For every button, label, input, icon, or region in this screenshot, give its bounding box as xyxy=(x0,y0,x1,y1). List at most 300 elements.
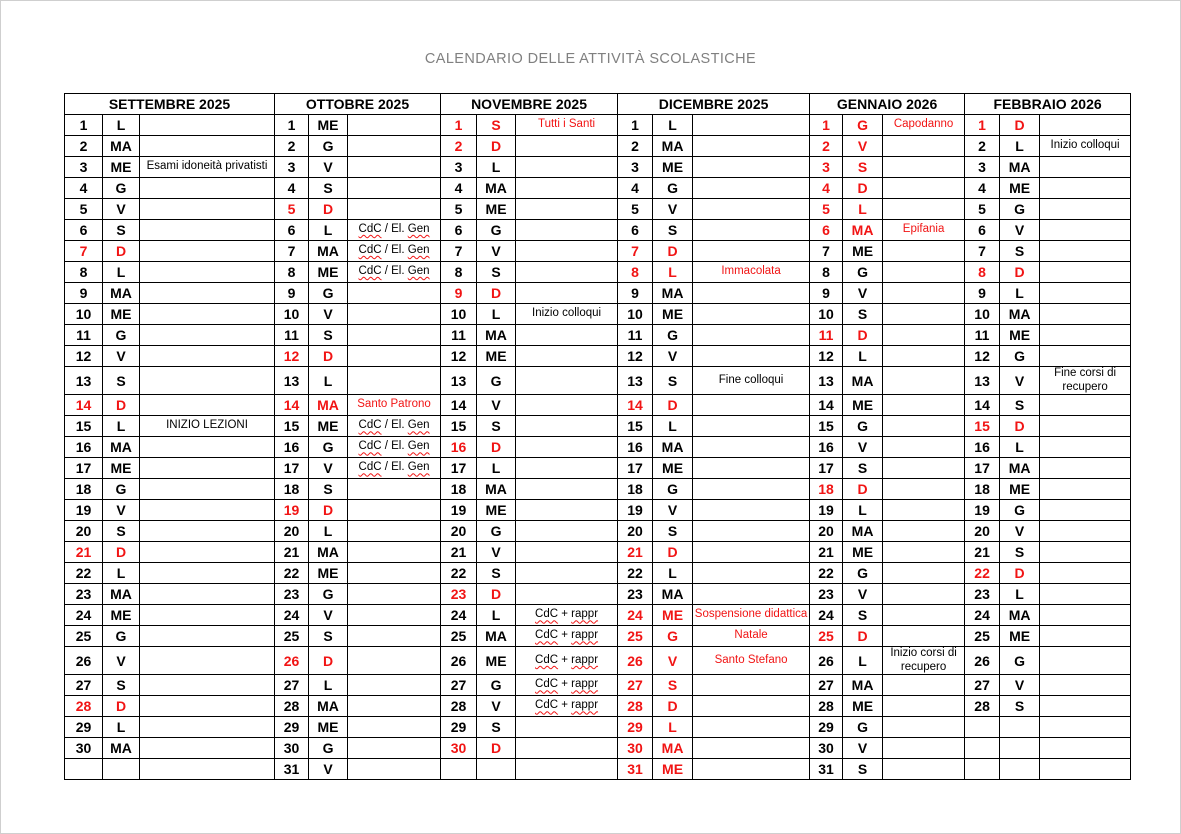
date-cell: 7 xyxy=(810,241,843,262)
weekday-cell: V xyxy=(477,241,516,262)
date-cell: 13 xyxy=(275,367,309,395)
weekday-cell: D xyxy=(653,395,693,416)
date-cell xyxy=(965,738,1000,759)
weekday-cell: G xyxy=(477,675,516,696)
note-cell xyxy=(140,500,275,521)
weekday-cell: ME xyxy=(103,605,140,626)
note-cell xyxy=(693,521,810,542)
weekday-cell: G xyxy=(309,738,348,759)
note-cell xyxy=(1040,584,1131,605)
note-cell xyxy=(516,521,618,542)
calendar-row xyxy=(65,283,1131,304)
note-cell xyxy=(516,262,618,283)
date-cell: 11 xyxy=(441,325,477,346)
misspelled-word: CdC xyxy=(358,223,382,236)
date-cell: 23 xyxy=(965,584,1000,605)
weekday-cell: ME xyxy=(1000,178,1040,199)
weekday-cell: G xyxy=(309,437,348,458)
note-cell xyxy=(140,283,275,304)
date-cell: 9 xyxy=(65,283,103,304)
note-cell xyxy=(348,479,441,500)
date-cell: 20 xyxy=(65,521,103,542)
weekday-cell: S xyxy=(843,759,883,780)
note-cell xyxy=(1040,717,1131,738)
date-cell: 10 xyxy=(275,304,309,325)
date-cell: 2 xyxy=(618,136,653,157)
note-cell xyxy=(348,199,441,220)
weekday-cell: V xyxy=(103,500,140,521)
date-cell: 20 xyxy=(965,521,1000,542)
weekday-cell: S xyxy=(1000,395,1040,416)
note-cell xyxy=(693,304,810,325)
weekday-cell: MA xyxy=(843,521,883,542)
note-cell xyxy=(516,717,618,738)
note-cell xyxy=(516,178,618,199)
weekday-cell: V xyxy=(103,199,140,220)
date-cell: 30 xyxy=(810,738,843,759)
note-cell xyxy=(348,647,441,675)
note-cell xyxy=(348,675,441,696)
weekday-cell: S xyxy=(653,367,693,395)
misspelled-word: Gen xyxy=(407,461,430,474)
weekday-cell: G xyxy=(103,178,140,199)
date-cell: 30 xyxy=(618,738,653,759)
weekday-cell: MA xyxy=(103,136,140,157)
note-cell xyxy=(1040,563,1131,584)
note-cell xyxy=(348,304,441,325)
weekday-cell: MA xyxy=(103,283,140,304)
note-cell xyxy=(693,738,810,759)
misspelled-word: CdC xyxy=(535,653,559,666)
note-cell xyxy=(883,696,965,717)
date-cell: 4 xyxy=(441,178,477,199)
note-cell xyxy=(348,521,441,542)
note-cell xyxy=(1040,500,1131,521)
date-cell: 17 xyxy=(618,458,653,479)
calendar-row xyxy=(65,241,1131,262)
weekday-cell: ME xyxy=(1000,626,1040,647)
note-cell: CdC / El. Gen xyxy=(348,262,441,283)
misspelled-word: CdC xyxy=(358,440,382,453)
calendar-row xyxy=(65,178,1131,199)
note-cell: Inizio colloqui xyxy=(1040,136,1131,157)
weekday-cell: MA xyxy=(653,584,693,605)
note-cell xyxy=(516,283,618,304)
date-cell: 12 xyxy=(810,346,843,367)
weekday-cell: MA xyxy=(309,542,348,563)
note-cell xyxy=(883,346,965,367)
weekday-cell: S xyxy=(477,717,516,738)
weekday-cell: G xyxy=(1000,647,1040,675)
weekday-cell: MA xyxy=(103,437,140,458)
weekday-cell: S xyxy=(477,416,516,437)
calendar-row xyxy=(65,437,1131,458)
date-cell: 24 xyxy=(618,605,653,626)
date-cell: 23 xyxy=(810,584,843,605)
date-cell: 8 xyxy=(810,262,843,283)
weekday-cell: ME xyxy=(477,500,516,521)
note-cell xyxy=(140,605,275,626)
note-cell xyxy=(140,542,275,563)
date-cell: 30 xyxy=(441,738,477,759)
note-cell: CdC + rappr xyxy=(516,626,618,647)
calendar-row xyxy=(65,542,1131,563)
calendar-table xyxy=(64,93,1131,780)
weekday-cell: S xyxy=(309,325,348,346)
note-cell xyxy=(693,157,810,178)
misspelled-word: CdC xyxy=(358,265,382,278)
note-cell xyxy=(348,346,441,367)
note-cell xyxy=(693,479,810,500)
date-cell xyxy=(441,759,477,780)
weekday-cell: ME xyxy=(653,304,693,325)
date-cell: 12 xyxy=(275,346,309,367)
weekday-cell: V xyxy=(1000,367,1040,395)
note-cell xyxy=(516,584,618,605)
note-cell xyxy=(693,759,810,780)
date-cell: 13 xyxy=(965,367,1000,395)
note-cell xyxy=(516,542,618,563)
date-cell: 21 xyxy=(65,542,103,563)
weekday-cell: L xyxy=(477,304,516,325)
weekday-cell xyxy=(477,759,516,780)
note-cell xyxy=(516,416,618,437)
note-cell xyxy=(1040,696,1131,717)
weekday-cell: V xyxy=(477,696,516,717)
date-cell: 15 xyxy=(965,416,1000,437)
date-cell: 2 xyxy=(810,136,843,157)
note-cell xyxy=(348,759,441,780)
note-cell xyxy=(1040,325,1131,346)
date-cell: 3 xyxy=(441,157,477,178)
date-cell: 26 xyxy=(275,647,309,675)
date-cell: 8 xyxy=(65,262,103,283)
note-cell xyxy=(140,115,275,136)
weekday-cell: L xyxy=(309,220,348,241)
misspelled-word: rappr xyxy=(571,653,599,666)
date-cell: 6 xyxy=(441,220,477,241)
note-cell: Natale xyxy=(693,626,810,647)
calendar-row xyxy=(65,262,1131,283)
date-cell: 3 xyxy=(965,157,1000,178)
date-cell: 14 xyxy=(810,395,843,416)
weekday-cell: G xyxy=(653,178,693,199)
weekday-cell: MA xyxy=(477,178,516,199)
date-cell: 5 xyxy=(810,199,843,220)
weekday-cell: L xyxy=(309,521,348,542)
weekday-cell xyxy=(1000,717,1040,738)
note-cell xyxy=(883,304,965,325)
weekday-cell: ME xyxy=(843,395,883,416)
date-cell: 19 xyxy=(965,500,1000,521)
calendar-row xyxy=(65,500,1131,521)
weekday-cell: S xyxy=(653,220,693,241)
note-cell xyxy=(348,325,441,346)
weekday-cell: G xyxy=(1000,199,1040,220)
calendar-row xyxy=(65,605,1131,626)
weekday-cell: G xyxy=(653,325,693,346)
note-cell xyxy=(1040,437,1131,458)
note-cell xyxy=(693,325,810,346)
date-cell: 3 xyxy=(810,157,843,178)
date-cell: 24 xyxy=(810,605,843,626)
weekday-cell: D xyxy=(103,696,140,717)
note-cell xyxy=(140,521,275,542)
note-cell xyxy=(883,738,965,759)
date-cell: 20 xyxy=(441,521,477,542)
date-cell: 15 xyxy=(441,416,477,437)
weekday-cell: V xyxy=(843,283,883,304)
date-cell: 5 xyxy=(965,199,1000,220)
note-cell xyxy=(883,262,965,283)
calendar-row xyxy=(65,696,1131,717)
calendar-row xyxy=(65,626,1131,647)
note-cell xyxy=(516,458,618,479)
note-cell xyxy=(516,136,618,157)
date-cell: 3 xyxy=(65,157,103,178)
calendar-body xyxy=(65,94,1131,780)
date-cell: 29 xyxy=(810,717,843,738)
note-cell: Esami idoneità privatisti xyxy=(140,157,275,178)
note-cell xyxy=(140,136,275,157)
weekday-cell: S xyxy=(843,304,883,325)
note-cell xyxy=(140,647,275,675)
weekday-cell: D xyxy=(103,542,140,563)
date-cell: 30 xyxy=(275,738,309,759)
date-cell: 12 xyxy=(618,346,653,367)
weekday-cell: MA xyxy=(653,437,693,458)
note-cell xyxy=(693,115,810,136)
note-cell xyxy=(883,199,965,220)
weekday-cell: V xyxy=(309,157,348,178)
date-cell: 22 xyxy=(275,563,309,584)
date-cell: 17 xyxy=(65,458,103,479)
note-cell xyxy=(516,220,618,241)
weekday-cell: V xyxy=(103,647,140,675)
note-cell xyxy=(140,437,275,458)
date-cell: 28 xyxy=(965,696,1000,717)
note-cell: INIZIO LEZIONI xyxy=(140,416,275,437)
note-cell xyxy=(693,346,810,367)
misspelled-word: CdC xyxy=(535,678,559,691)
weekday-cell: ME xyxy=(103,458,140,479)
date-cell: 25 xyxy=(810,626,843,647)
date-cell: 19 xyxy=(65,500,103,521)
date-cell: 14 xyxy=(965,395,1000,416)
weekday-cell: S xyxy=(1000,542,1040,563)
weekday-cell: S xyxy=(1000,696,1040,717)
note-cell xyxy=(140,367,275,395)
calendar-row xyxy=(65,647,1131,675)
date-cell: 16 xyxy=(65,437,103,458)
weekday-cell: MA xyxy=(477,626,516,647)
date-cell: 6 xyxy=(965,220,1000,241)
misspelled-word: CdC xyxy=(535,629,559,642)
weekday-cell: D xyxy=(477,283,516,304)
weekday-cell: V xyxy=(653,647,693,675)
date-cell: 5 xyxy=(275,199,309,220)
calendar-row xyxy=(65,416,1131,437)
weekday-cell: L xyxy=(843,346,883,367)
note-cell: Inizio colloqui xyxy=(516,304,618,325)
date-cell: 29 xyxy=(65,717,103,738)
date-cell: 20 xyxy=(618,521,653,542)
calendar-row xyxy=(65,563,1131,584)
date-cell: 29 xyxy=(275,717,309,738)
note-cell xyxy=(348,115,441,136)
date-cell: 11 xyxy=(275,325,309,346)
note-cell xyxy=(348,717,441,738)
weekday-cell: ME xyxy=(309,717,348,738)
note-cell xyxy=(883,241,965,262)
weekday-cell: V xyxy=(843,738,883,759)
note-cell xyxy=(883,416,965,437)
weekday-cell: V xyxy=(843,437,883,458)
date-cell: 14 xyxy=(275,395,309,416)
month-header: SETTEMBRE 2025 xyxy=(65,94,275,115)
weekday-cell: L xyxy=(477,605,516,626)
note-cell xyxy=(883,563,965,584)
weekday-cell: MA xyxy=(843,367,883,395)
note-cell xyxy=(140,304,275,325)
note-cell xyxy=(348,605,441,626)
calendar-row xyxy=(65,395,1131,416)
date-cell: 17 xyxy=(441,458,477,479)
note-cell xyxy=(1040,521,1131,542)
date-cell: 9 xyxy=(275,283,309,304)
weekday-cell: L xyxy=(653,262,693,283)
note-cell xyxy=(883,675,965,696)
note-cell xyxy=(1040,241,1131,262)
date-cell: 21 xyxy=(810,542,843,563)
note-cell: CdC / El. Gen xyxy=(348,437,441,458)
weekday-cell: D xyxy=(653,241,693,262)
weekday-cell: L xyxy=(843,199,883,220)
note-cell xyxy=(516,395,618,416)
note-cell: Inizio corsi di recupero xyxy=(883,647,965,675)
weekday-cell: S xyxy=(843,605,883,626)
date-cell xyxy=(965,759,1000,780)
date-cell: 2 xyxy=(965,136,1000,157)
note-cell xyxy=(1040,605,1131,626)
note-cell xyxy=(516,500,618,521)
note-cell xyxy=(693,199,810,220)
date-cell: 7 xyxy=(965,241,1000,262)
note-cell xyxy=(348,136,441,157)
weekday-cell: S xyxy=(477,115,516,136)
note-cell xyxy=(516,479,618,500)
date-cell: 27 xyxy=(810,675,843,696)
date-cell: 11 xyxy=(965,325,1000,346)
note-cell: Fine corsi di recupero xyxy=(1040,367,1131,395)
weekday-cell: ME xyxy=(477,346,516,367)
weekday-cell: G xyxy=(843,717,883,738)
date-cell: 13 xyxy=(441,367,477,395)
date-cell: 25 xyxy=(965,626,1000,647)
date-cell: 5 xyxy=(65,199,103,220)
date-cell: 25 xyxy=(65,626,103,647)
month-header: FEBBRAIO 2026 xyxy=(965,94,1131,115)
date-cell: 18 xyxy=(275,479,309,500)
note-cell: CdC / El. Gen xyxy=(348,220,441,241)
note-cell: CdC + rappr xyxy=(516,696,618,717)
note-cell xyxy=(140,199,275,220)
weekday-cell: ME xyxy=(309,262,348,283)
note-cell xyxy=(693,395,810,416)
note-cell xyxy=(693,136,810,157)
weekday-cell: D xyxy=(653,696,693,717)
date-cell: 14 xyxy=(441,395,477,416)
note-cell xyxy=(140,262,275,283)
date-cell: 7 xyxy=(441,241,477,262)
weekday-cell: D xyxy=(309,500,348,521)
date-cell: 27 xyxy=(275,675,309,696)
date-cell: 1 xyxy=(965,115,1000,136)
calendar-row xyxy=(65,521,1131,542)
calendar-row xyxy=(65,367,1131,395)
note-cell xyxy=(883,367,965,395)
misspelled-word: CdC xyxy=(358,244,382,257)
note-cell xyxy=(516,437,618,458)
weekday-cell: G xyxy=(309,584,348,605)
date-cell: 15 xyxy=(618,416,653,437)
date-cell: 9 xyxy=(810,283,843,304)
weekday-cell: V xyxy=(653,346,693,367)
weekday-cell: L xyxy=(653,115,693,136)
weekday-cell: L xyxy=(477,157,516,178)
note-cell xyxy=(1040,626,1131,647)
weekday-cell: L xyxy=(103,563,140,584)
weekday-cell: V xyxy=(1000,521,1040,542)
note-cell xyxy=(1040,675,1131,696)
date-cell: 9 xyxy=(618,283,653,304)
weekday-cell: ME xyxy=(309,115,348,136)
date-cell: 13 xyxy=(618,367,653,395)
note-cell xyxy=(883,437,965,458)
date-cell: 1 xyxy=(441,115,477,136)
weekday-cell: L xyxy=(843,647,883,675)
date-cell: 27 xyxy=(618,675,653,696)
misspelled-word: Gen xyxy=(407,440,430,453)
misspelled-word: CdC xyxy=(358,461,382,474)
note-cell xyxy=(348,542,441,563)
note-cell xyxy=(140,584,275,605)
date-cell: 29 xyxy=(441,717,477,738)
note-cell xyxy=(693,675,810,696)
date-cell: 20 xyxy=(810,521,843,542)
weekday-cell: G xyxy=(477,220,516,241)
date-cell: 9 xyxy=(441,283,477,304)
weekday-cell: L xyxy=(309,367,348,395)
date-cell xyxy=(65,759,103,780)
date-cell: 6 xyxy=(275,220,309,241)
weekday-cell: L xyxy=(309,675,348,696)
calendar-row xyxy=(65,325,1131,346)
date-cell: 25 xyxy=(275,626,309,647)
date-cell: 31 xyxy=(618,759,653,780)
date-cell: 4 xyxy=(65,178,103,199)
note-cell xyxy=(693,220,810,241)
date-cell: 4 xyxy=(965,178,1000,199)
date-cell: 2 xyxy=(65,136,103,157)
weekday-cell: D xyxy=(843,479,883,500)
weekday-cell: S xyxy=(103,220,140,241)
weekday-cell: G xyxy=(1000,346,1040,367)
note-cell xyxy=(516,157,618,178)
date-cell: 27 xyxy=(65,675,103,696)
note-cell xyxy=(693,178,810,199)
weekday-cell: G xyxy=(477,367,516,395)
